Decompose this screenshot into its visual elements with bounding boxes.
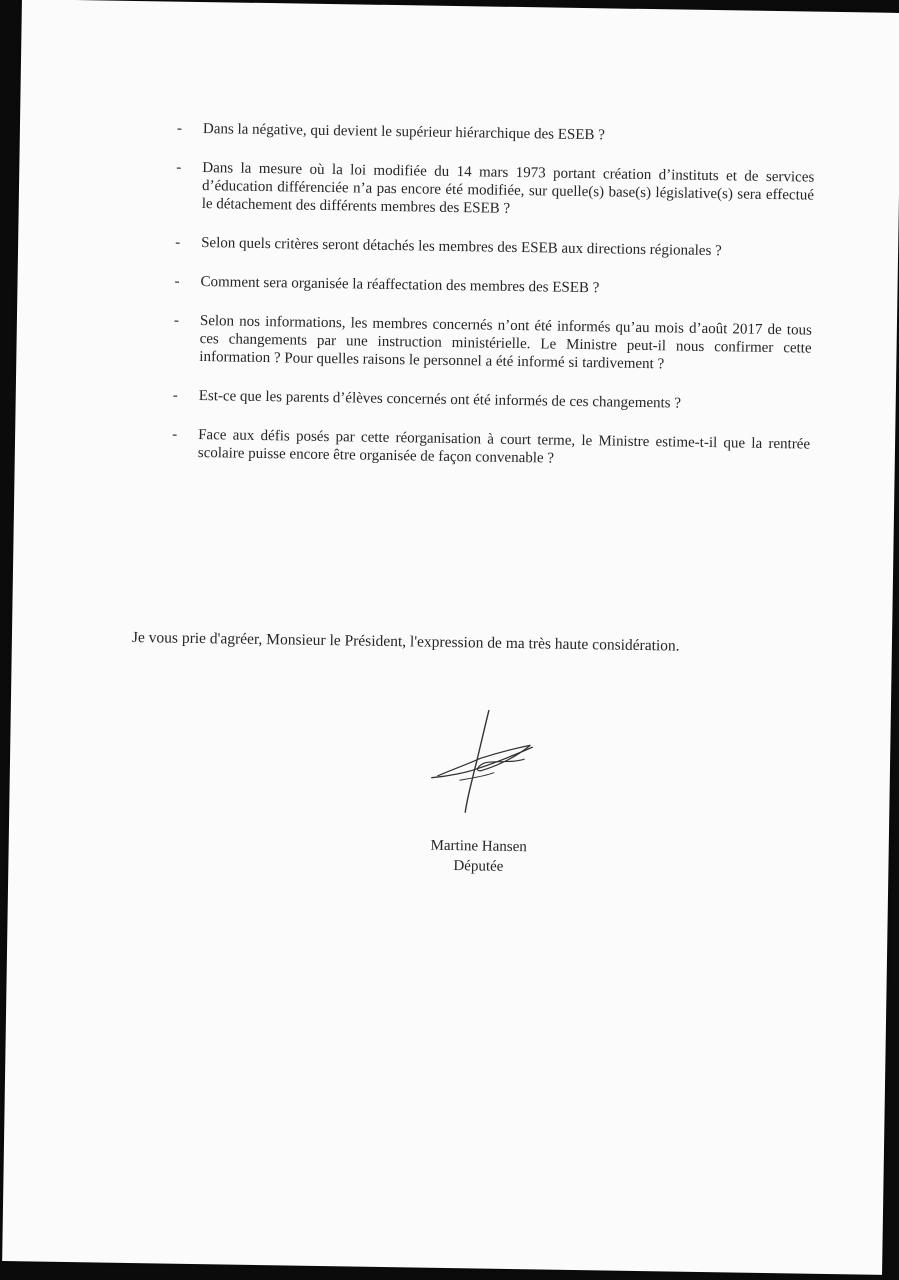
question-item bbox=[175, 120, 815, 148]
signatory-title: Députée bbox=[453, 858, 504, 875]
bullet-dash: - bbox=[176, 120, 183, 137]
question-item bbox=[170, 426, 810, 472]
question-text: Dans la mesure où la loi modifiée du 14 mars 1973 portant création d’instituts et de services d’éducation différenciée n’a pas encore été modifiée, sur quelle(s) base(s) législative(s) sera effectué le détachement des différents membres des ESEB ? bbox=[201, 160, 815, 217]
question-item bbox=[174, 159, 815, 223]
question-list bbox=[169, 120, 815, 493]
bullet-dash: - bbox=[174, 273, 180, 290]
bullet-dash: - bbox=[176, 159, 182, 176]
closing-formula: Je vous prie d'agréer, Monsieur le Président, l'expression de ma très haute considération. bbox=[131, 628, 680, 655]
bullet-dash: - bbox=[175, 234, 181, 251]
document-page bbox=[2, 0, 899, 1275]
question-item bbox=[172, 273, 812, 301]
question-text: Dans la négative, qui devient le supérieur hiérarchique des ESEB ? bbox=[202, 121, 605, 144]
question-item bbox=[171, 312, 812, 376]
signature-block bbox=[423, 836, 534, 878]
question-item bbox=[173, 234, 813, 262]
question-text: Selon quels critères seront détachés les membres des ESEB aux directions régionales ? bbox=[201, 235, 722, 260]
bullet-dash: - bbox=[173, 312, 180, 329]
question-text: Face aux défis posés par cette réorganisation à court terme, le Ministre estime-t-il que la rentrée scolaire puisse encore être organisée de façon convenable ? bbox=[197, 426, 811, 467]
question-text: Comment sera organisée la réaffectation des membres des ESEB ? bbox=[200, 274, 600, 297]
bullet-dash: - bbox=[172, 426, 178, 443]
handwritten-signature bbox=[419, 706, 541, 818]
question-item bbox=[171, 387, 811, 415]
bullet-dash: - bbox=[172, 387, 178, 404]
signatory-name: Martine Hansen bbox=[430, 837, 527, 856]
question-text: Est-ce que les parents d’élèves concernés ont été informés de ces changements ? bbox=[198, 387, 682, 412]
question-text: Selon nos informations, les membres concernés n’ont été informés qu’au mois d’août 2017 de tous ces changements par une instruction ministérielle. Le Ministre peut-il nous confirmer cette information ? Pour quelles raisons le personnel a été informé si tardivement ? bbox=[199, 313, 812, 373]
